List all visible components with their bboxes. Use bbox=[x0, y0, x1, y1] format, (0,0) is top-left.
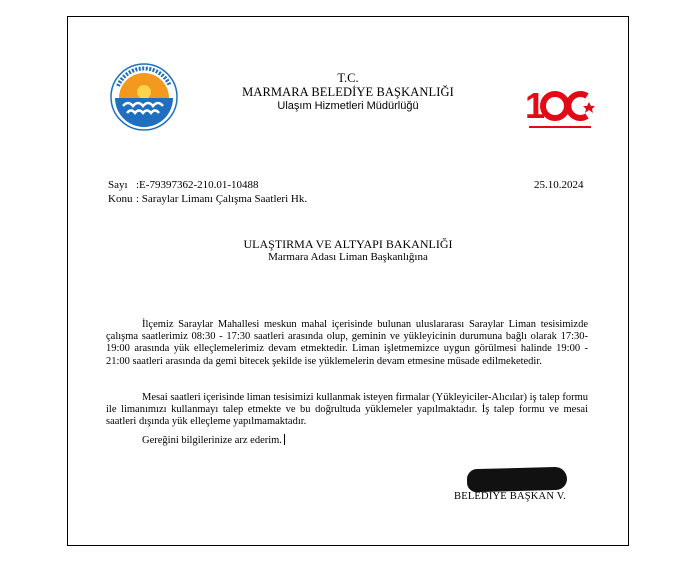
document-date: 25.10.2024 bbox=[534, 179, 584, 191]
document-page bbox=[67, 16, 629, 546]
department-title: Ulaşım Hizmetleri Müdürlüğü bbox=[277, 100, 419, 112]
sayi-label: Sayı bbox=[108, 179, 128, 191]
recipient-ministry: ULAŞTIRMA VE ALTYAPI BAKANLIĞI bbox=[243, 237, 453, 251]
konu-label: Konu bbox=[108, 193, 133, 205]
body-paragraph-3 bbox=[142, 434, 542, 447]
body-paragraph-1: İlçemiz Saraylar Mahallesi meskun mahal içerisinde bulunan uluslararası Saraylar Liman tesisimizde çalışma saatlerimiz 08:30 - 17:30 saatleri arasında olup, geminin ve yükleyicinin durumuna bağlı olarak 17:30-19:00 arasında yük elleçlemelerimiz devam etmektedir. Liman işletmemizce uygun görülmesi halinde 19:00 - 21:00 saatleri arasında da gemi bitecek şekilde ise yüklemelerin devam etmesine müsade edilmeketedir. bbox=[106, 319, 588, 367]
svg-text:1: 1 bbox=[525, 85, 546, 126]
body-paragraph-2: Mesai saatleri içerisinde liman tesisimizi kullanmak isteyen firmalar (Yükleyiciler-Alıcılar) iş talep formu ile limanımızı kullanmayı talep etmekte ve bu doğrultuda yüklemeler yapılmaktadır. İş talep formu ve mesai saatleri dışında yük elleçleme yapılmamaktadır. bbox=[106, 392, 588, 428]
municipality-title: MARMARA BELEDİYE BAŞKANLIĞI bbox=[242, 85, 454, 99]
signer-title: BELEDİYE BAŞKAN V. bbox=[454, 491, 567, 502]
redacted-signature bbox=[467, 467, 568, 493]
document-subject bbox=[108, 193, 307, 205]
sayi-value: :E-79397362-210.01-10488 bbox=[136, 179, 259, 191]
header-tc: T.C. bbox=[337, 71, 359, 85]
document-number bbox=[108, 179, 259, 191]
recipient-office: Marmara Adası Liman Başkanlığına bbox=[268, 251, 428, 263]
text-cursor bbox=[284, 434, 285, 445]
closing-text: Gereğini bilgilerinize arz ederim. bbox=[142, 435, 282, 446]
konu-value: : Saraylar Limanı Çalışma Saatleri Hk. bbox=[136, 193, 308, 205]
